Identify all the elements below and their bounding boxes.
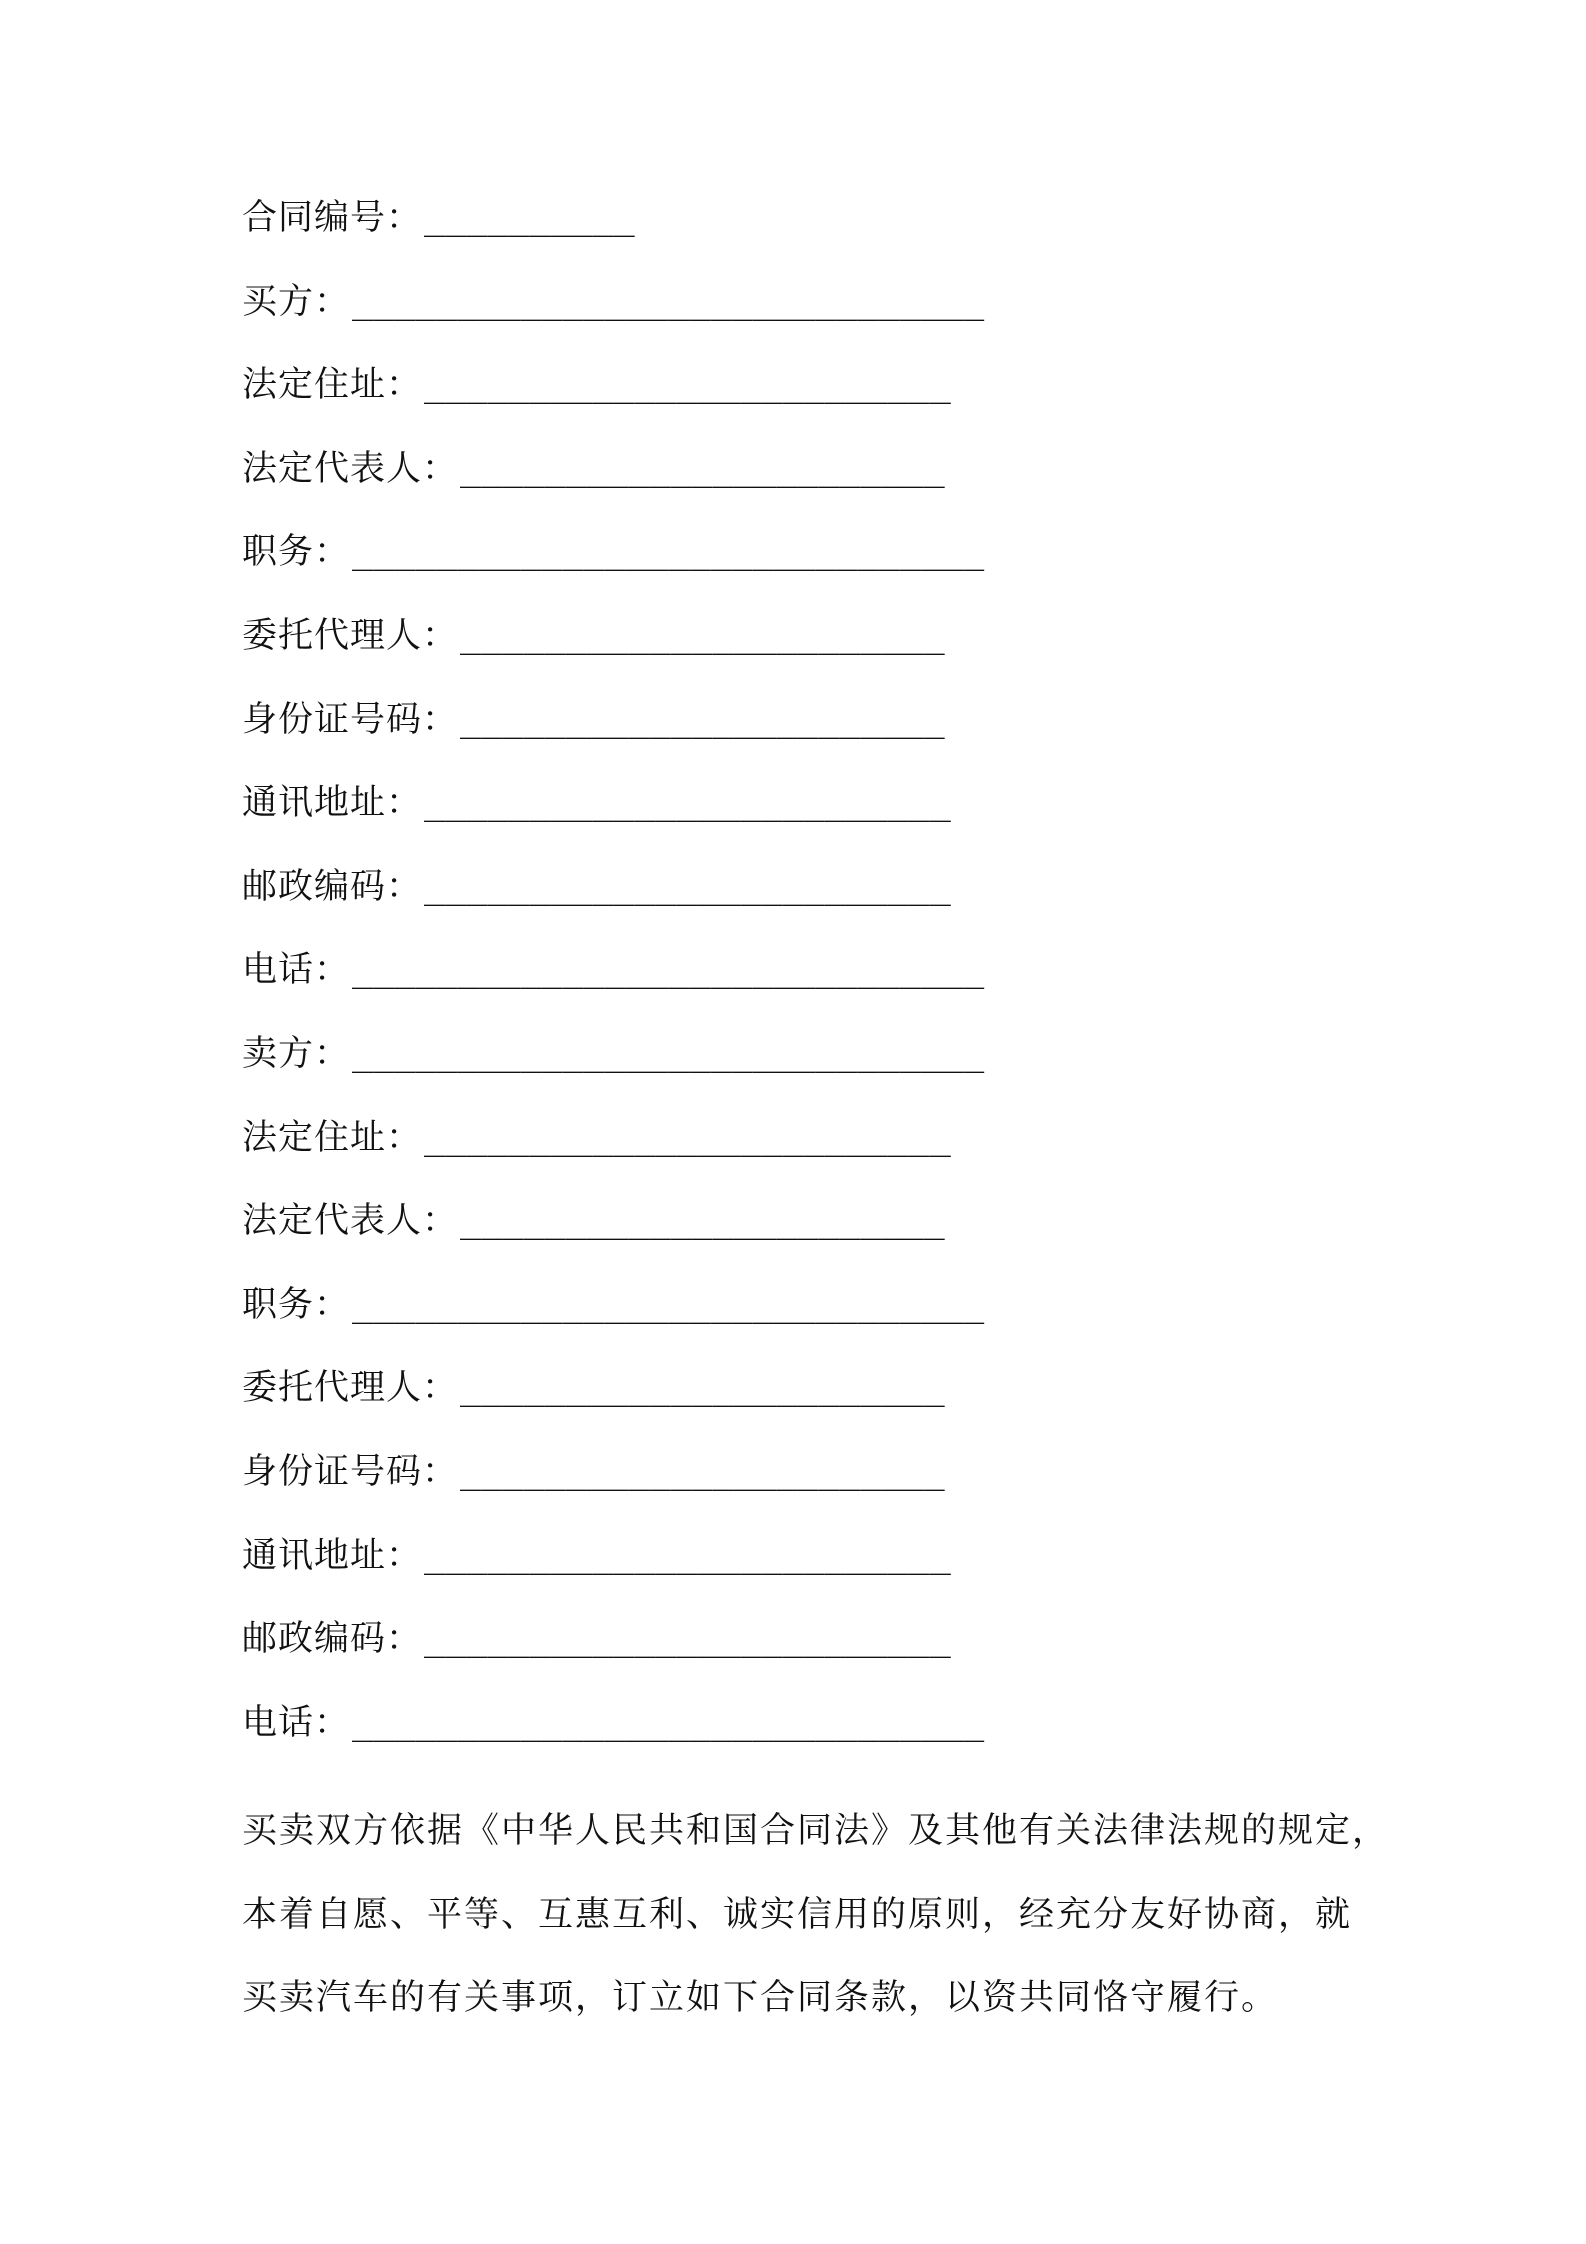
field-blank-line: _______________________ [460, 1201, 945, 1242]
field-label: 买方： [242, 281, 351, 322]
field-label: 邮政编码： [242, 1619, 423, 1660]
seller-phone-field [242, 1701, 1342, 1785]
seller-legal-representative-field [242, 1199, 1342, 1283]
field-label: 法定代表人： [242, 448, 459, 489]
field-blank-line: _________________________ [424, 1619, 951, 1660]
paragraph-line: 买卖汽车的有关事项，订立如下合同条款，以资共同恪守履行。 [242, 1978, 1279, 2018]
buyer-phone-field [242, 948, 1342, 1032]
field-blank-line: ______________________________ [352, 1033, 985, 1074]
field-blank-line: ______________________________ [352, 281, 985, 322]
field-label: 通讯地址： [242, 783, 423, 824]
paragraph-line: 本着自愿、平等、互惠互利、诚实信用的原则，经充分友好协商，就 [242, 1894, 1353, 1935]
field-blank-line: ______________________________ [352, 1284, 985, 1325]
field-blank-line: ______________________________ [352, 1702, 985, 1743]
field-blank-line: _______________________ [460, 1368, 945, 1409]
field-blank-line: _________________________ [424, 365, 951, 406]
buyer-id-number-field [242, 698, 1342, 782]
buyer-legal-representative-field [242, 447, 1342, 531]
field-blank-line: _______________________ [460, 448, 945, 489]
buyer-mailing-address-field [242, 781, 1342, 865]
field-label: 合同编号： [242, 198, 423, 238]
field-blank-line: _______________________ [460, 699, 945, 740]
seller-id-number-field [242, 1450, 1342, 1534]
field-blank-line: _________________________ [424, 1117, 951, 1158]
field-blank-line: _______________________ [460, 1451, 945, 1492]
field-label: 职务： [242, 1284, 351, 1325]
field-label: 电话： [242, 950, 351, 991]
field-blank-line: ______________________________ [352, 950, 985, 991]
paragraph-line: 买卖双方依据《中华人民共和国合同法》及其他有关法律法规的规定， [242, 1811, 1390, 1851]
buyer-position-field [242, 530, 1342, 614]
field-blank-line: _______________________ [460, 615, 945, 656]
seller-legal-address-field [242, 1116, 1342, 1200]
contract-number-field [242, 196, 1342, 280]
field-label: 法定住址： [242, 1117, 423, 1158]
field-label: 身份证号码： [242, 1451, 459, 1492]
field-blank-line: _________________________ [424, 866, 951, 907]
field-label: 委托代理人： [242, 1368, 459, 1409]
buyer-legal-address-field [242, 363, 1342, 447]
field-blank-line: __________ [424, 198, 635, 238]
buyer-agent-field [242, 614, 1342, 698]
field-blank-line: _________________________ [424, 1535, 951, 1576]
buyer-postal-code-field [242, 865, 1342, 949]
seller-mailing-address-field [242, 1534, 1342, 1618]
field-label: 委托代理人： [242, 615, 459, 656]
field-label: 身份证号码： [242, 699, 459, 740]
buyer-field [242, 280, 1342, 364]
field-label: 卖方： [242, 1033, 351, 1074]
field-label: 职务： [242, 532, 351, 573]
field-blank-line: ______________________________ [352, 532, 985, 573]
field-label: 法定住址： [242, 365, 423, 406]
contract-preamble-paragraph [242, 1790, 1390, 2041]
seller-field [242, 1032, 1342, 1116]
field-label: 电话： [242, 1702, 351, 1743]
seller-position-field [242, 1283, 1342, 1367]
field-label: 通讯地址： [242, 1535, 423, 1576]
field-blank-line: _________________________ [424, 783, 951, 824]
seller-agent-field [242, 1366, 1342, 1450]
contract-fields [242, 196, 1342, 1784]
field-label: 邮政编码： [242, 866, 423, 907]
seller-postal-code-field [242, 1617, 1342, 1701]
field-label: 法定代表人： [242, 1201, 459, 1242]
